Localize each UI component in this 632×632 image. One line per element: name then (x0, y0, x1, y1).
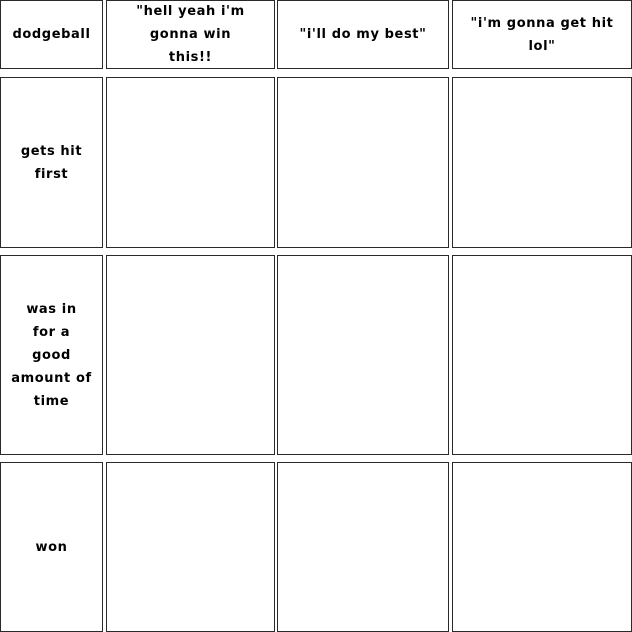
header-column-2-label: "i'll do my best" (299, 27, 427, 42)
row-1-header (0, 77, 103, 248)
grid-cell-r2-c2 (277, 255, 449, 455)
header-column-3-label: "i'm gonna get hit lol" (470, 15, 614, 54)
grid-cell-r1-c1 (106, 77, 275, 248)
grid-cell-r3-c2 (277, 462, 449, 632)
row-2-label: was in for a good amount of time (11, 301, 92, 409)
header-corner-cell (0, 0, 103, 69)
grid-cell-r2-c3 (452, 255, 632, 455)
row-3-header (0, 462, 103, 632)
grid-cell-r2-c1 (106, 255, 275, 455)
grid-cell-r3-c1 (106, 462, 275, 632)
header-column-3 (452, 0, 632, 69)
grid-cell-r3-c3 (452, 462, 632, 632)
grid-cell-r1-c2 (277, 77, 449, 248)
row-1-label: gets hit first (20, 143, 83, 182)
header-corner-label: dodgeball (12, 27, 91, 42)
grid-cell-r1-c3 (452, 77, 632, 248)
header-column-2 (277, 0, 449, 69)
row-2-header (0, 255, 103, 455)
row-3-label: won (35, 539, 68, 555)
header-column-1 (106, 0, 275, 69)
header-column-1-label: "hell yeah i'm gonna win this!! (136, 4, 245, 65)
